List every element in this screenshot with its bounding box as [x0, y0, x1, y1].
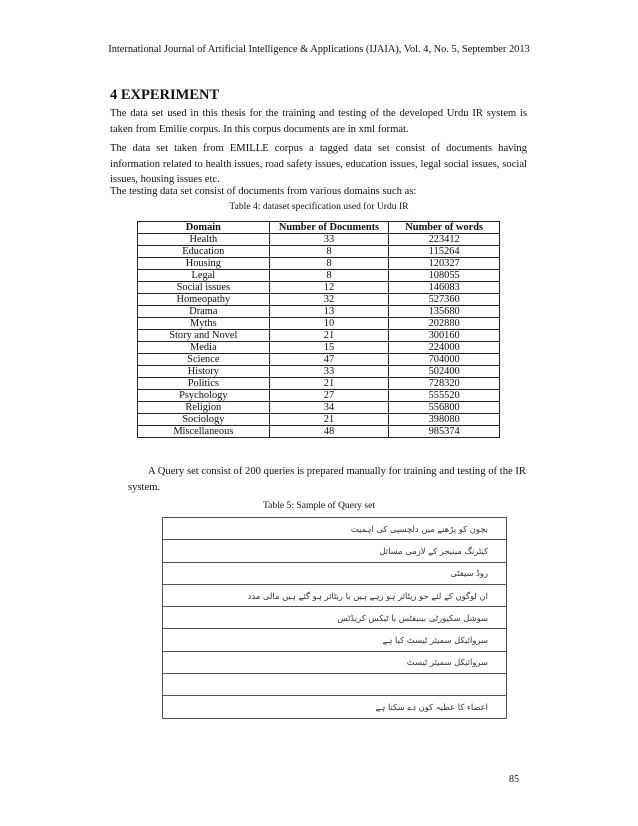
table-row	[138, 378, 500, 390]
documents-cell: 21	[269, 330, 389, 342]
query-sample-table	[162, 517, 507, 719]
words-cell: 300160	[389, 330, 500, 342]
documents-cell: 8	[269, 270, 389, 282]
query-row	[163, 696, 507, 718]
words-cell: 120327	[389, 258, 500, 270]
query-text: ان لوگوں کے لئے جو ریٹائر ہو رہے ہیں یا ریٹائر ہو گئے ہیں مالی مدد	[163, 584, 507, 606]
domain-cell: Homeopathy	[138, 294, 270, 306]
table-row	[138, 402, 500, 414]
words-cell: 224000	[389, 342, 500, 354]
words-cell: 115264	[389, 246, 500, 258]
table-row	[138, 258, 500, 270]
words-cell: 556800	[389, 402, 500, 414]
domain-cell: Sociology	[138, 414, 270, 426]
column-header-documents: Number of Documents	[269, 222, 389, 234]
words-cell: 146083	[389, 282, 500, 294]
paragraph-testing-domains: The testing data set consist of documents from various domains such as:	[110, 186, 417, 197]
query-text	[163, 674, 507, 696]
documents-cell: 8	[269, 246, 389, 258]
words-cell: 527360	[389, 294, 500, 306]
domain-cell: Housing	[138, 258, 270, 270]
words-cell: 704000	[389, 354, 500, 366]
query-text: سروائیکل سمیئر ٹیسٹ	[163, 651, 507, 673]
running-header: International Journal of Artificial Intelligence & Applications (IJAIA), Vol. 4, No. 5, September 2013	[108, 44, 530, 55]
query-row	[163, 607, 507, 629]
query-row	[163, 562, 507, 584]
table-row	[138, 270, 500, 282]
documents-cell: 33	[269, 234, 389, 246]
table-row	[138, 330, 500, 342]
query-row	[163, 651, 507, 673]
query-row	[163, 674, 507, 696]
query-text: کیٹرنگ مینیجر کے لازمی مسائل	[163, 540, 507, 562]
domain-cell: Science	[138, 354, 270, 366]
query-text: سروائیکل سمیئر ٹیسٹ کیا ہے	[163, 629, 507, 651]
words-cell: 398080	[389, 414, 500, 426]
words-cell: 202880	[389, 318, 500, 330]
paragraph-query-set: A Query set consist of 200 queries is prepared manually for training and testing of the IR system.	[128, 466, 526, 493]
table-row	[138, 414, 500, 426]
table-header-row	[138, 222, 500, 234]
domain-cell: Media	[138, 342, 270, 354]
documents-cell: 12	[269, 282, 389, 294]
documents-cell: 15	[269, 342, 389, 354]
query-row	[163, 518, 507, 540]
domain-cell: Education	[138, 246, 270, 258]
table-row	[138, 234, 500, 246]
domain-cell: Legal	[138, 270, 270, 282]
paragraph-dataset-source: The data set used in this thesis for the training and testing of the developed Urdu IR system is taken from Emilie corpus. In this corpus documents are in xml format.	[110, 108, 527, 135]
documents-cell: 47	[269, 354, 389, 366]
table-row	[138, 294, 500, 306]
domain-cell: Story and Novel	[138, 330, 270, 342]
query-text: اعضاء کا عطیہ کون دے سکتا ہے	[163, 696, 507, 718]
query-text: بچوں کو پڑھنے میں دلچسپی کی اہمیت	[163, 518, 507, 540]
table4-caption: Table 4: dataset specification used for Urdu IR	[229, 201, 409, 212]
words-cell: 728320	[389, 378, 500, 390]
query-text: روڈ سیفٹی	[163, 562, 507, 584]
table-row	[138, 318, 500, 330]
column-header-words: Number of words	[389, 222, 500, 234]
words-cell: 108055	[389, 270, 500, 282]
query-row	[163, 584, 507, 606]
documents-cell: 21	[269, 378, 389, 390]
paragraph-emille-corpus: The data set taken from EMILLE corpus a tagged data set consist of documents having information related to health issues, road safety issues, education issues, legal social issues, social issues, housing issues etc.	[110, 143, 527, 186]
domain-cell: Miscellaneous	[138, 426, 270, 438]
domain-cell: Myths	[138, 318, 270, 330]
documents-cell: 34	[269, 402, 389, 414]
words-cell: 985374	[389, 426, 500, 438]
query-text: سوشل سکیورٹی بینیفٹس یا ٹیکس کریڈٹس	[163, 607, 507, 629]
domain-cell: Psychology	[138, 390, 270, 402]
documents-cell: 48	[269, 426, 389, 438]
documents-cell: 13	[269, 306, 389, 318]
table-row	[138, 282, 500, 294]
query-row	[163, 629, 507, 651]
table-row	[138, 246, 500, 258]
page-number: 85	[509, 774, 519, 785]
documents-cell: 33	[269, 366, 389, 378]
domain-cell: Health	[138, 234, 270, 246]
section-title: 4 EXPERIMENT	[110, 87, 220, 103]
query-row	[163, 540, 507, 562]
documents-cell: 10	[269, 318, 389, 330]
table-row	[138, 342, 500, 354]
table-row	[138, 426, 500, 438]
documents-cell: 21	[269, 414, 389, 426]
table-row	[138, 306, 500, 318]
domain-cell: Social issues	[138, 282, 270, 294]
documents-cell: 27	[269, 390, 389, 402]
table-row	[138, 354, 500, 366]
domain-cell: Religion	[138, 402, 270, 414]
domain-cell: History	[138, 366, 270, 378]
words-cell: 502400	[389, 366, 500, 378]
domain-cell: Drama	[138, 306, 270, 318]
documents-cell: 32	[269, 294, 389, 306]
words-cell: 135680	[389, 306, 500, 318]
table5-caption: Table 5: Sample of Query set	[262, 500, 376, 511]
documents-cell: 8	[269, 258, 389, 270]
words-cell: 555520	[389, 390, 500, 402]
dataset-specification-table	[137, 221, 500, 438]
table-row	[138, 390, 500, 402]
words-cell: 223412	[389, 234, 500, 246]
column-header-domain: Domain	[138, 222, 270, 234]
domain-cell: Politics	[138, 378, 270, 390]
table-row	[138, 366, 500, 378]
